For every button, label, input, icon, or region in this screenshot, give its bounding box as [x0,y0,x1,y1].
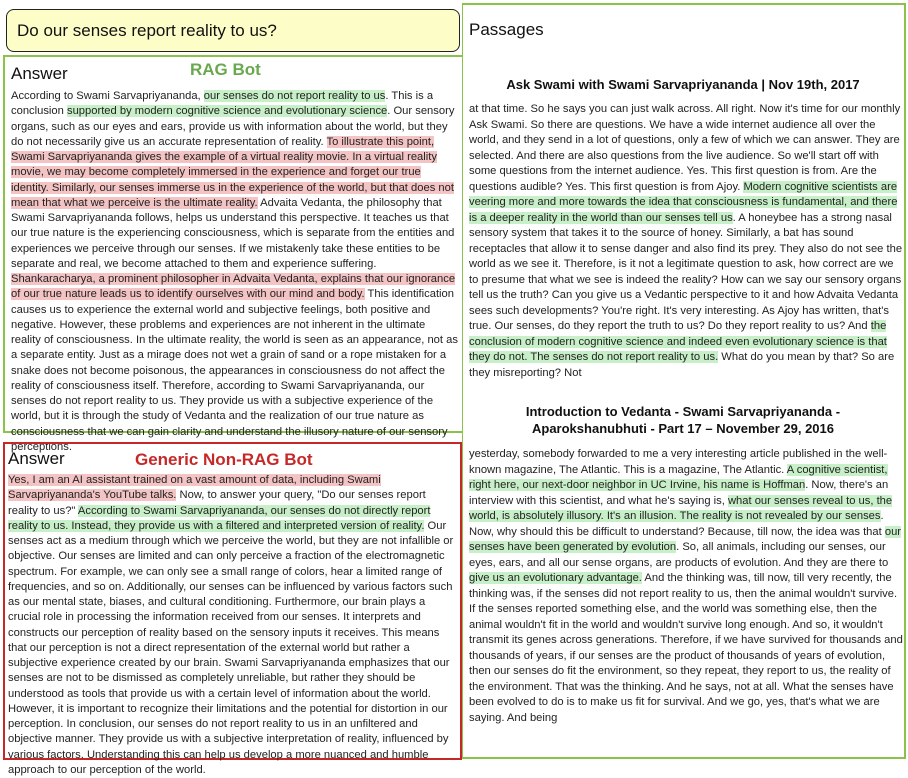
passages-title: Passages [469,20,544,39]
rag-segment: This identification causes us to experience the external world and subjective feelings, both positive and negative. However, these problems and experiences are not inherent in the ultimate reality of consciousness. In the ultimate reality, the world is seen as an appearance, not as a separate entity. Just as a mirage does not wet a grain of sand or a rope mistaken for a snake does not become poisonous, the appearances in consciousness do not affect the reality of consciousness itself. Therefore, according to Swami Sarvapriyananda, our senses do not report reality to us. They provide us with a subjective experience of the world, but it is through the study of Vedanta and the realization of our true nature as consciousness that we can gain clarity and understand the illusory nature of our sensory perceptions. [11,288,458,453]
passage-1-segment: at that time. So he says you can just walk across. All right. Now it's time for our monthly Ask Swami. So there are questions. We have a wide internet audience all over the world, and they send in a lot of questions, only a few of which we can answer. They are selected. And there are also questions from the live audience. So we'll start off with some questions from the internet audience. Yes. This first question is from. Are the questions audible? Yes. This first question is from Ajoy. [469,103,901,193]
passage-1-text [469,102,903,381]
rag-segment: . This is a conclusion [11,90,434,118]
rag-segment: According to Swami Sarvapriyananda, [11,90,204,102]
passage-2-supported-segment: give us an evolutionary advantage. [469,572,642,584]
rag-unsupported-segment: Shankaracharya, a prominent philosopher in Advaita Vedanta, explains that our ignorance of our true nature leads us to identify ourselves with our mind and body. [11,273,456,301]
passage-2-segment: yesterday, somebody forwarded to me a very interesting article published in the well-known magazine, The Atlantic. This is a magazine, The Atlantic. [469,448,888,476]
rag-segment: Advaita Vedanta, the philosophy that Swami Sarvapriyananda follows, helps us understand this perspective. It teaches us that our true nature is the experiencing consciousness, which is separate from the entities and experiences we perceive through our senses. If we mistakenly take these entities to be separate and real, we become attached to them and experience suffering. [11,196,455,270]
passage-2-segment: And the thinking was, till now, till very recently, the thinking was, if the senses did not report reality to us, then the animal wouldn't survive. If the senses reported something else, and the world was something else, then the animal wouldn't fit in the world and wouldn't survive long enough. And so, it wouldn't transmit its genes across generations. Therefore, if we have survived for thousands and thousands of years, if our senses are the product of thousands of years of evolution, then our senses do fit the environment, so they repeat, they report to us, the reality of the environment. That was the thinking. And he says, not at all. What the senses have been evolved to do is to make us fit for survival. And we go, yes, that's what we are saying. And being [469,572,903,724]
generic-answer-label: Answer [8,449,65,468]
generic-segment: Our senses act as a medium through which we perceive the world, but they are not infallible or objective. Our senses are limited and can only perceive a fraction of the electromagnetic spectrum. For example, we can only see a small range of colors, hear a limited range of frequencies, and so on. Additionally, our senses can be influenced by various factors such as our mental state, biases, and cultural conditioning. Furthermore, our brain plays a crucial role in processing the information received from our senses. It interprets and constructs our perception of reality based on the sensory inputs it receives. This means that our perception is not a direct representation of the external world but rather a subjective experience created by our brain. Swami Sarvapriyananda emphasizes that our senses are not to be dismissed as completely unreliable, but rather they should be understood as tools that provide us with a certain level of information about the world. However, it is important to recognize their limitations and the potential for distortion in our perception. In conclusion, our senses do not report reality to us in an unfiltered and objective manner. They provide us with a subjective interpretation of reality, influenced by various factors. Understanding this can help us develop a more nuanced and humble approach to our perception of the world. [8,519,454,776]
rag-supported-segment: our senses do not report reality to us [203,90,386,102]
rag-supported-segment: supported by modern cognitive science and evolutionary science [66,105,388,118]
generic-answer-panel [3,442,462,776]
question-text: Do our senses report reality to us? [17,21,277,40]
passage-2-supported-segment: what our senses reveal to us, the world, is absolutely illusory. It's an illusion. The reality is not revealed by our senses [469,494,893,522]
passage-2-supported-segment: A cognitive scientist, right here, our next-door neighbor in UC Irvine, his name is Hoffman [469,463,888,491]
passage-2-title: Introduction to Vedanta - Swami Sarvapriyananda - Aparokshanubhuti - Part 17 – November 29, 2016 [525,404,841,436]
passage-2-segment: . So, all animals, including our senses, our eyes, ears, and all our sense organs, are products of evolution. And they are there to [469,541,889,569]
passage-1-segment: What do you mean by that? So are they misreporting? Not [469,351,895,379]
question-box [6,9,460,52]
generic-answer-text [8,473,458,778]
passage-2-segment: . Now, why should this be difficult to understand? Because, till now, the idea was that [469,510,885,538]
passages-panel [462,3,906,759]
generic-segment: Now, to answer your query, "Do our senses report reality to us?" [8,489,426,517]
generic-unsupported-segment: Yes, I am an AI assistant trained on a vast amount of data, including Swami Sarvapriyananda's YouTube talks. [8,474,381,502]
passage-1-supported-segment: Modern cognitive scientists are veering more and more towards the idea that consciousness is fundamental, and there is a deeper reality in the world than our senses tell us [469,180,898,224]
rag-segment: . Our sensory organs, such as our eyes and ears, provide us with information about the world, but they do not necessarily give us an accurate representation of reality. [11,105,455,148]
generic-supported-segment: According to Swami Sarvapriyananda, our senses do not directly report reality to us. Instead, they provide us with a filtered and interpreted version of reality. [8,504,431,532]
passage-2-segment: . Now, there's an interview with this scientist, and what he's saying is, [469,479,889,507]
rag-answer-label: Answer [11,64,68,83]
rag-bot-title: RAG Bot [190,60,261,79]
generic-bot-title: Generic Non-RAG Bot [135,450,313,469]
passage-2-supported-segment: our senses have been generated by evolution [469,525,902,553]
passage-1-segment: . A honeybee has a strong nasal sensory system that takes it to the source of honey. Similarly, a bat has sound receptacles that allow it to sense danger and also find its prey. They also do not see the world as we see it. Therefore, is it not a legitimate question to ask, how correct are we to presume that what we see is indeed the reality? How can we say our sensory organs tell us the truth? Can you give us a Vedantic perspective to it and how Advaita Vedanta sees such developments? You're right. It's very interesting. As Ajoy has written, that's true. Our senses, do they report the truth to us? Do they report reality to us? And [469,211,903,332]
passage-2-text [469,447,903,726]
rag-answer-text [11,89,458,455]
rag-unsupported-segment: To illustrate this point, Swami Sarvapriyananda gives the example of a virtual reality movie. In a virtual reality movie, we may become completely immersed in the experience and forget our true identity. Similarly, our senses immerse us in the experience of the world, but that does not mean that what we perceive is the ultimate reality. [11,135,454,209]
passage-1-supported-segment: the conclusion of modern cognitive science and indeed even evolutionary science is that they do not. The senses do not report reality to us. [469,320,887,363]
passage-1-title: Ask Swami with Swami Sarvapriyananda | Nov 19th, 2017 [506,77,860,92]
rag-answer-panel [3,55,462,453]
